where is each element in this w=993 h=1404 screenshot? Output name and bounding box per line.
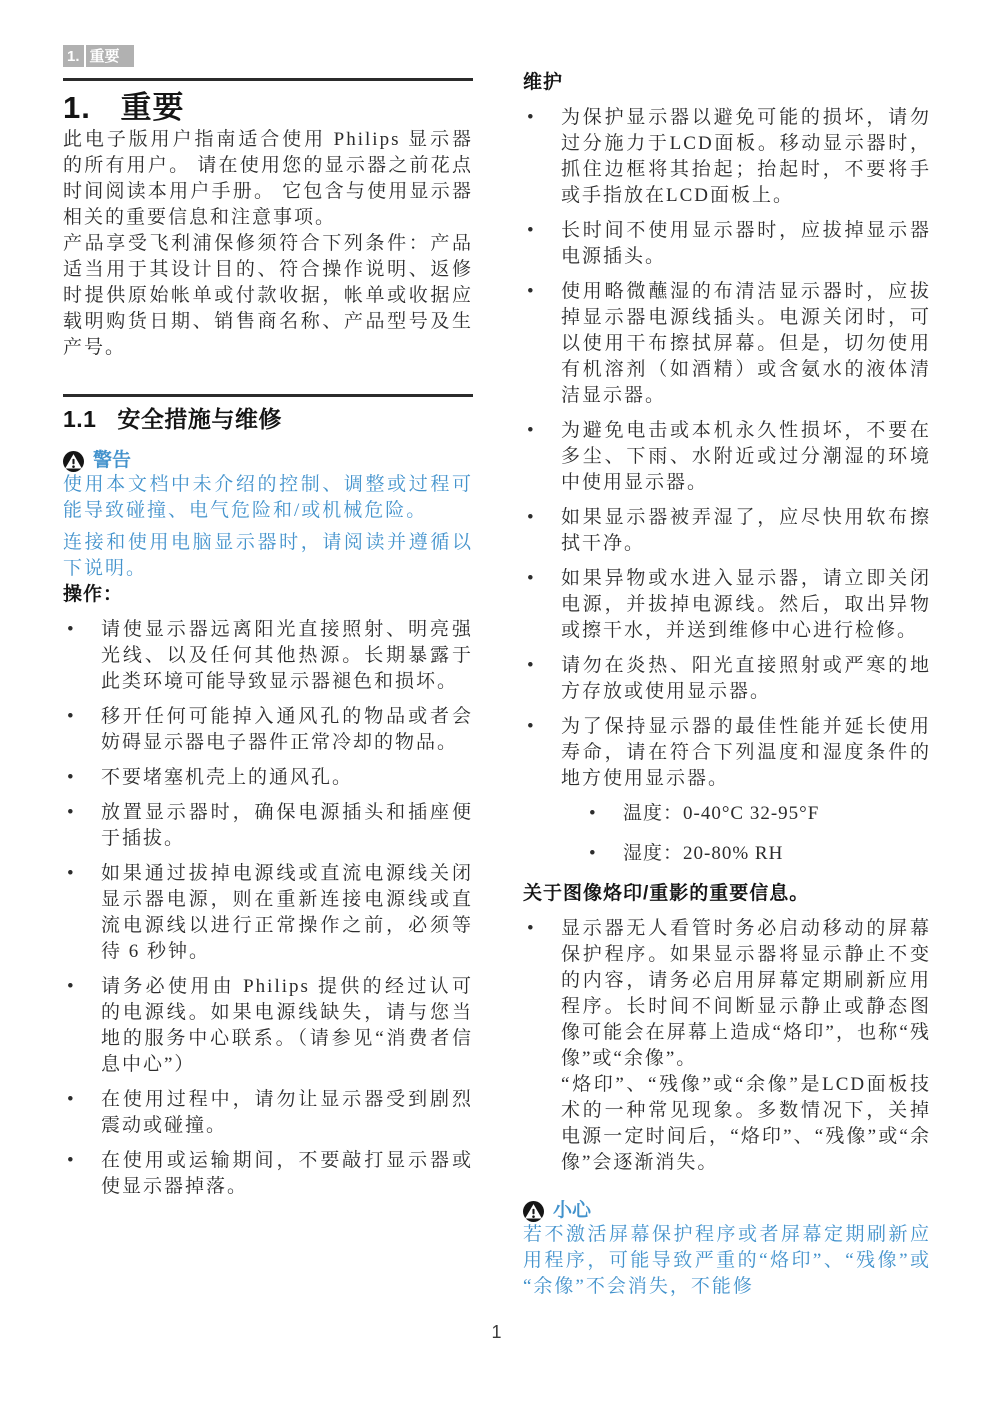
warning-text: 使用本文档中未介绍的控制、调整或过程可能导致碰撞、电气危险和/或机械危险。 <box>63 474 473 521</box>
warning-triangle-icon <box>523 1201 544 1222</box>
operation-bullet-list <box>63 617 473 1200</box>
warning-triangle-icon <box>63 451 84 472</box>
right-column <box>523 70 931 1300</box>
caution-text: 若不激活屏幕保护程序或者屏幕定期刷新应用程序，可能导致严重的“烙印”、“残像”或“余像”不会消失，不能修 <box>523 1224 931 1297</box>
operation-heading: 操作： <box>63 584 124 605</box>
burn-in-heading: 关于图像烙印/重影的重要信息。 <box>523 883 810 904</box>
sub-bullet-item: • 湿度：20-80% RH <box>585 841 931 867</box>
badge-chapter-title: 重要 <box>86 45 134 67</box>
bullet-item: • 不要堵塞机壳上的通风孔。 <box>63 765 473 791</box>
bullet-item: • 请务必使用由 Philips 提供的经过认可的电源线。如果电源线缺失，请与您当地的服务中心联系。（请参见“消费者信息中心”） <box>63 974 473 1078</box>
warning-note-header <box>63 450 473 472</box>
burn-in-bullet-list <box>523 916 931 1176</box>
bullet-item: • 请勿在炎热、阳光直接照射或严寒的地方存放或使用显示器。 <box>523 653 931 705</box>
intro-paragraph: 此电子版用户指南适合使用 Philips 显示器的所有用户。 请在使用您的显示器之前花点时间阅读本用户手册。 它包含与使用显示器相关的重要信息和注意事项。 <box>63 129 473 228</box>
section-number: 1.1 <box>63 406 97 432</box>
chapter-title: 重要 <box>120 90 185 125</box>
running-header-badge <box>63 45 134 67</box>
bullet-item: • 如果通过拔掉电源线或直流电源线关闭显示器电源，则在重新连接电源线或直流电源线以进行正常操作之前，必须等待 6 秒钟。 <box>63 861 473 965</box>
environment-sub-bullet-list <box>585 801 931 867</box>
section-title: 安全措施与维修 <box>117 406 282 432</box>
burn-in-text: • 显示器无人看管时务必启动移动的屏幕保护程序。如果显示器将显示静止不变的内容，请务必启用屏幕定期刷新应用程序。长时间不间断显示静止或静态图像可能会在屏幕上造成“烙印”，也称“残像”或“余像”。 <box>561 918 931 1069</box>
bullet-item: • 使用略微蘸湿的布清洁显示器时，应拔掉显示器电源线插头。电源关闭时，可以使用干布擦拭屏幕。但是，切勿使用有机溶剂（如酒精）或含氨水的液体清洁显示器。 <box>523 279 931 409</box>
caution-label: 小心 <box>553 1200 592 1221</box>
sub-bullet-item: • 温度：0-40°C 32-95°F <box>585 801 931 827</box>
bullet-item: • 为了保持显示器的最佳性能并延长使用寿命，请在符合下列温度和湿度条件的地方使用显示器。 <box>523 714 931 792</box>
bullet-item: • 在使用过程中，请勿让显示器受到剧烈震动或碰撞。 <box>63 1087 473 1139</box>
burn-in-text: “烙印”、“残像”或“余像”是LCD面板技术的一种常见现象。多数情况下，关掉电源一定时间后，“烙印”、“残像”或“余像”会逐渐消失。 <box>561 1074 931 1173</box>
warning-label: 警告 <box>93 450 132 471</box>
maintenance-heading: 维护 <box>523 72 564 93</box>
page-number: 1 <box>491 1322 502 1342</box>
bullet-item <box>523 916 931 1176</box>
warranty-paragraph: 产品享受飞利浦保修须符合下列条件：产品适当用于其设计目的、符合操作说明、返修时提供原始帐单或付款收据，帐单或收据应载明购货日期、销售商名称、产品型号及生产号。 <box>63 233 473 358</box>
badge-chapter-number: 1. <box>63 45 84 67</box>
warning-text: 连接和使用电脑显示器时，请阅读并遵循以下说明。 <box>63 532 473 579</box>
chapter-number: 1. <box>63 90 91 125</box>
bullet-item: • 为避免电击或本机永久性损坏，不要在多尘、下雨、水附近或过分潮湿的环境中使用显示器。 <box>523 418 931 496</box>
bullet-item: • 长时间不使用显示器时，应拔掉显示器电源插头。 <box>523 218 931 270</box>
bullet-item: • 移开任何可能掉入通风孔的物品或者会妨碍显示器电子器件正常冷却的物品。 <box>63 704 473 756</box>
bullet-item: • 为保护显示器以避免可能的损坏，请勿过分施力于LCD面板。移动显示器时，抓住边框将其抬起；抬起时，不要将手或手指放在LCD面板上。 <box>523 105 931 209</box>
caution-note-header <box>523 1200 931 1222</box>
bullet-item: • 在使用或运输期间，不要敲打显示器或使显示器掉落。 <box>63 1148 473 1200</box>
section-heading <box>63 404 473 434</box>
divider-rule <box>63 394 473 397</box>
chapter-heading <box>63 89 473 127</box>
bullet-item: • 如果异物或水进入显示器，请立即关闭电源，并拔掉电源线。然后，取出异物或擦干水，并送到维修中心进行检修。 <box>523 566 931 644</box>
left-column <box>63 45 473 1209</box>
maintenance-bullet-list <box>523 105 931 792</box>
bullet-item: • 如果显示器被弄湿了，应尽快用软布擦拭干净。 <box>523 505 931 557</box>
bullet-item: • 请使显示器远离阳光直接照射、明亮强光线、以及任何其他热源。长期暴露于此类环境可能导致显示器褪色和损坏。 <box>63 617 473 695</box>
bullet-item: • 放置显示器时，确保电源插头和插座便于插拔。 <box>63 800 473 852</box>
divider-rule <box>63 78 473 81</box>
